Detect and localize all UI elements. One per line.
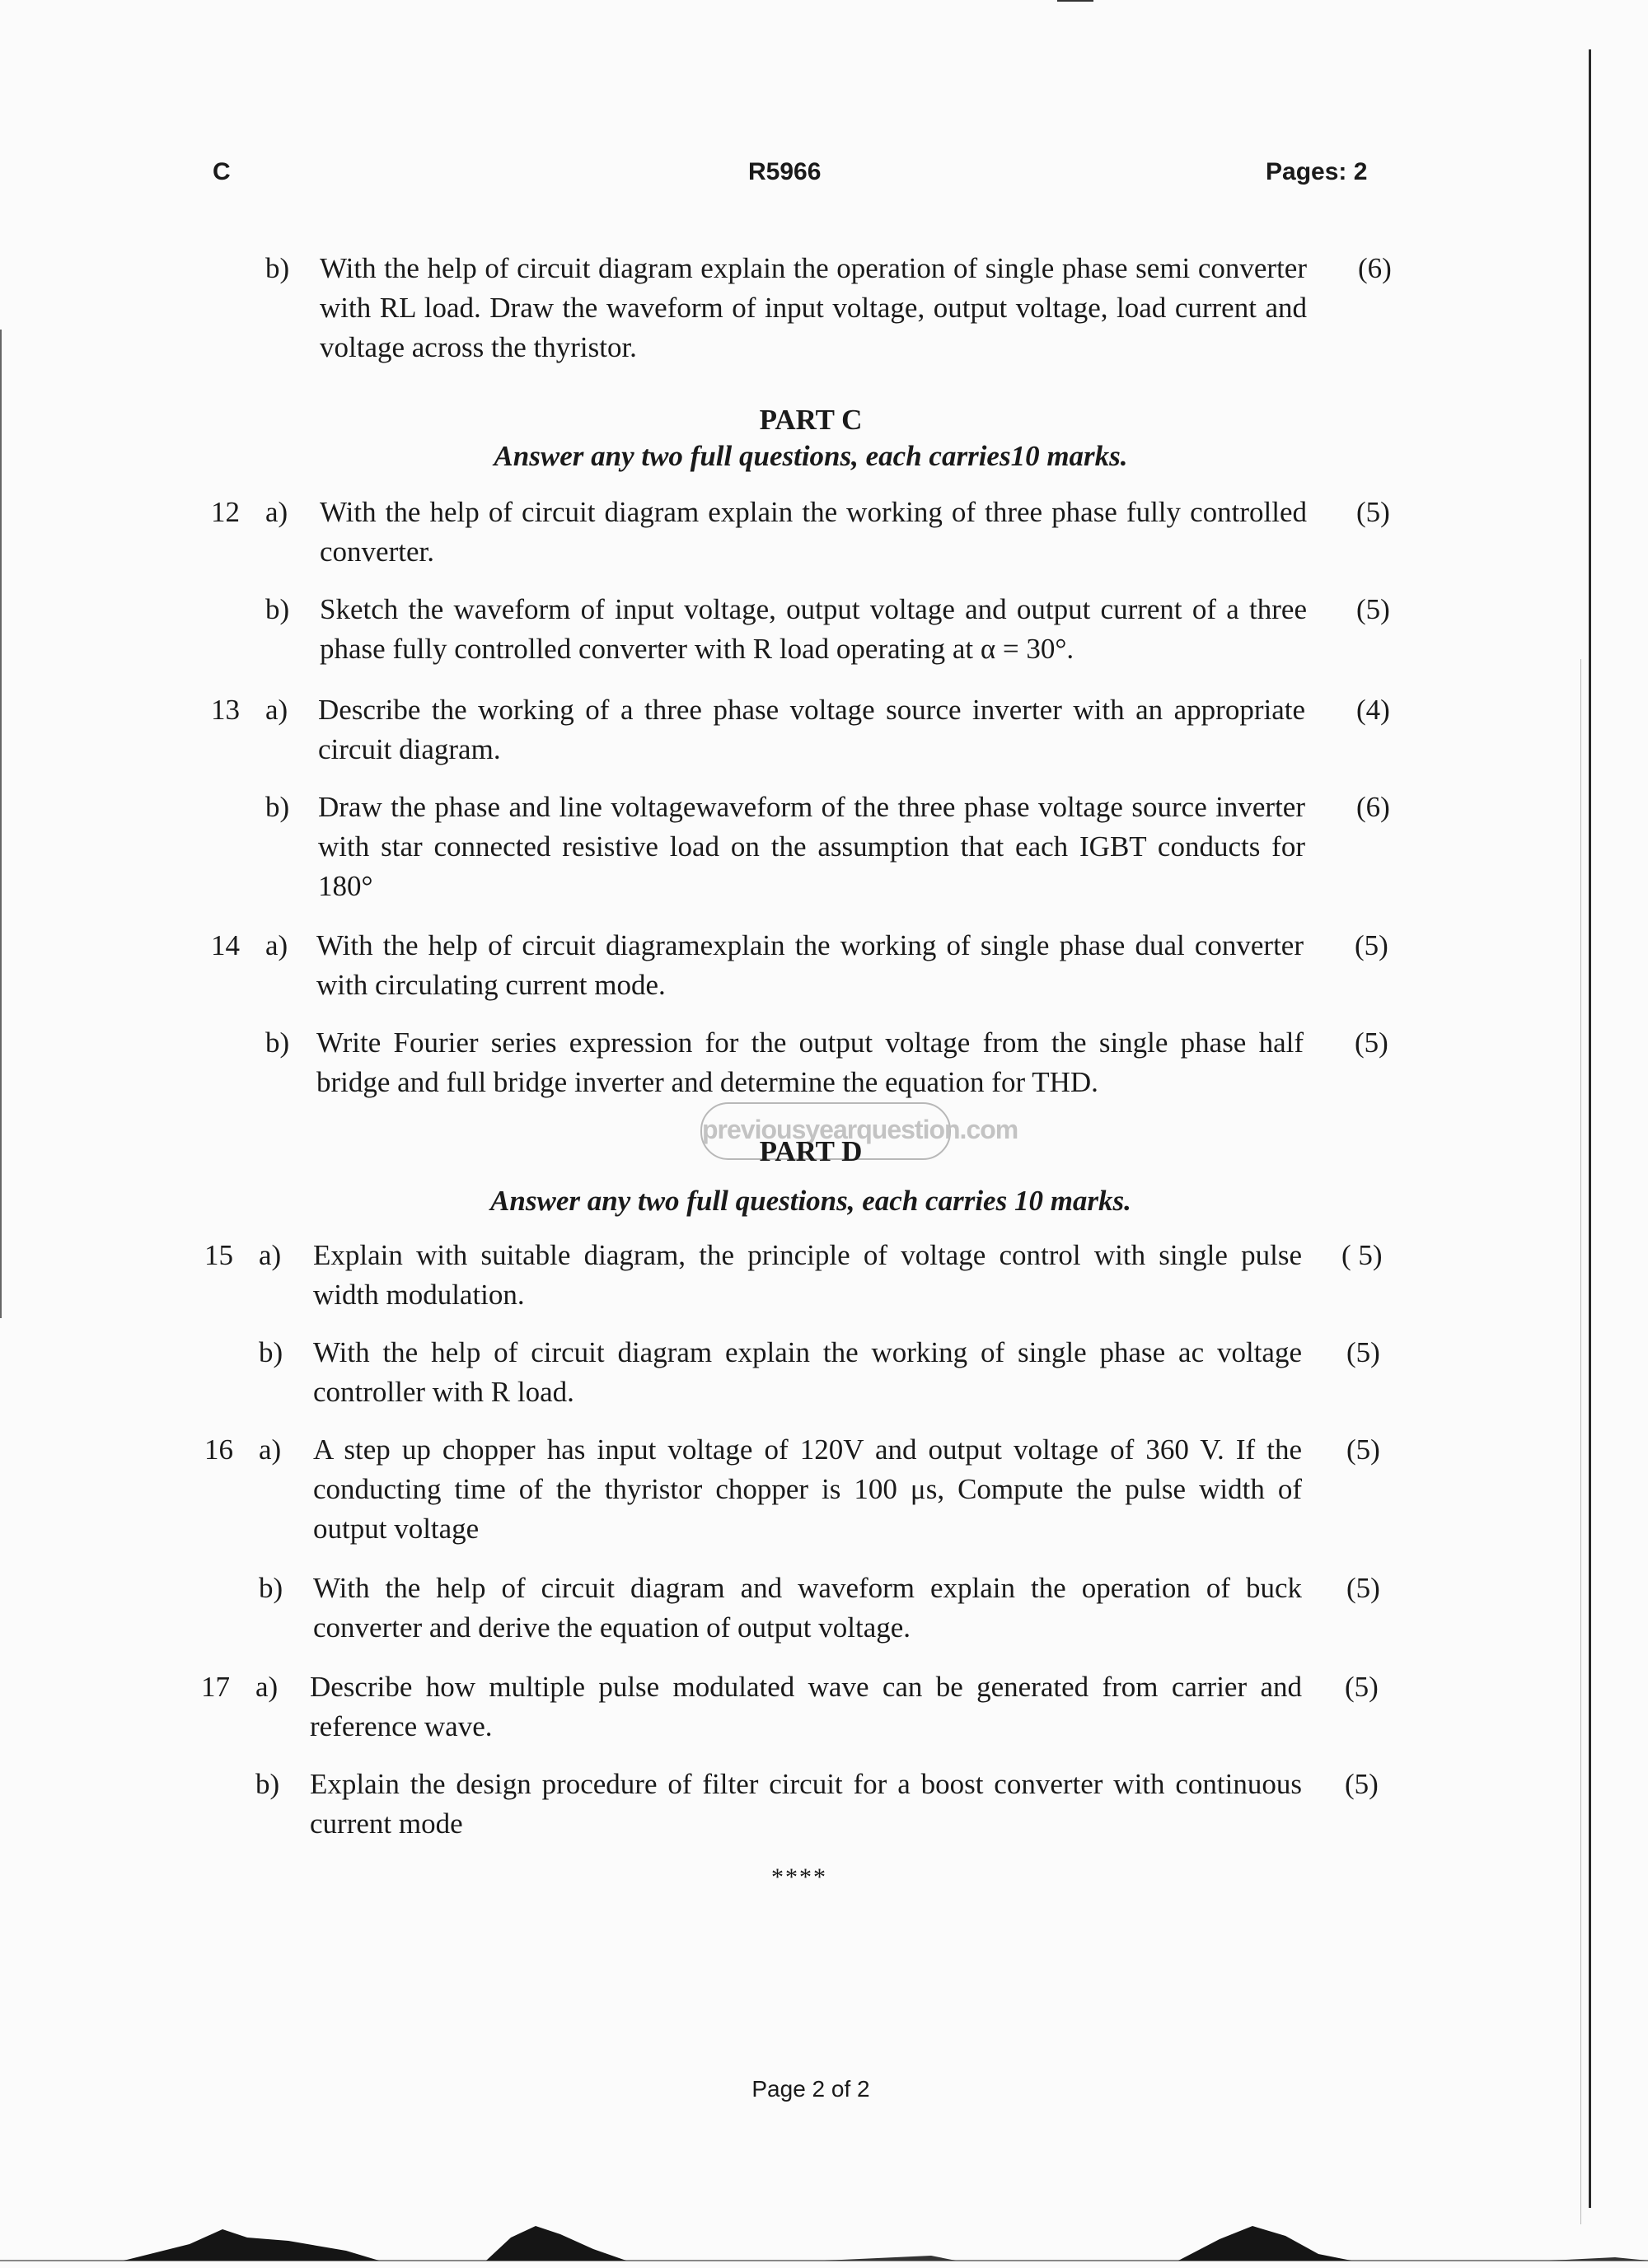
question-number: 15 xyxy=(204,1239,233,1271)
question-sub: a) xyxy=(265,694,288,726)
prev-question-sub: b) xyxy=(265,252,290,284)
question-number: 12 xyxy=(211,496,240,528)
question-text: With the help of circuit diagramexplain the working of single phase dual converter with circulating current mode. xyxy=(316,929,1304,1001)
question-marks: (5) xyxy=(1356,496,1390,528)
question-text: Write Fourier series expression for the output voltage from the single phase half bridge and full bridge inverter and determine the equation for THD. xyxy=(316,1026,1304,1098)
question-number: 16 xyxy=(204,1433,233,1466)
header-series: C xyxy=(213,158,231,185)
question-text: Draw the phase and line voltagewaveform of the three phase voltage source inverter with star connected resistive load on the assumption that each IGBT conducts for 180° xyxy=(318,791,1305,902)
question-text: Sketch the waveform of input voltage, output voltage and output current of a three phase fully controlled converter with R load operating at α = 30°. xyxy=(320,593,1307,665)
part-c-instruction: Answer any two full questions, each carries10 marks. xyxy=(494,440,1128,472)
question-sub: b) xyxy=(265,791,290,823)
question-text: Describe the working of a three phase voltage source inverter with an appropriate circuit diagram. xyxy=(318,694,1305,765)
question-sub: b) xyxy=(255,1768,280,1800)
question-sub: b) xyxy=(259,1572,283,1604)
question-marks: (4) xyxy=(1356,694,1390,726)
question-sub: a) xyxy=(255,1671,279,1703)
header-code: R5966 xyxy=(748,158,822,185)
question-marks: (5) xyxy=(1356,593,1390,625)
scan-edge-right-faint xyxy=(1580,659,1581,2224)
question-marks: (5) xyxy=(1346,1433,1380,1466)
page-footer: Page 2 of 2 xyxy=(751,2076,870,2102)
question-marks: (5) xyxy=(1346,1572,1380,1604)
question-text: A step up chopper has input voltage of 120V and output voltage of 360 V. If the conducting time of the thyristor chopper is 100 μs, Compute the pulse width of output voltage xyxy=(313,1433,1302,1545)
question-marks: (5) xyxy=(1345,1768,1379,1800)
question-text: Explain the design procedure of filter circuit for a boost converter with continuous current mode xyxy=(310,1768,1302,1840)
question-sub: b) xyxy=(265,1026,290,1059)
question-text: Describe how multiple pulse modulated wave can be generated from carrier and reference wave. xyxy=(310,1671,1302,1742)
question-marks: (5) xyxy=(1346,1336,1380,1368)
watermark-stamp: previousyearquestion.com xyxy=(700,1102,951,1160)
question-sub: b) xyxy=(259,1336,283,1368)
part-c-title: PART C xyxy=(759,404,863,436)
prev-question-text: With the help of circuit diagram explain the operation of single phase semi converter with RL load. Draw the waveform of input voltage, output voltage, load current and voltage across the thyristor. xyxy=(320,252,1307,363)
header-pages: Pages: 2 xyxy=(1266,158,1368,185)
question-sub: a) xyxy=(265,496,288,528)
question-number: 14 xyxy=(211,929,240,961)
question-marks: (6) xyxy=(1356,791,1390,823)
question-marks: (5) xyxy=(1355,1026,1388,1059)
question-sub: b) xyxy=(265,593,290,625)
part-d-instruction: Answer any two full questions, each carries 10 marks. xyxy=(490,1185,1131,1217)
question-text: With the help of circuit diagram and waveform explain the operation of buck converter and derive the equation of output voltage. xyxy=(313,1572,1302,1644)
prev-question-marks: (6) xyxy=(1358,252,1392,284)
question-sub: a) xyxy=(259,1433,282,1466)
question-text: Explain with suitable diagram, the principle of voltage control with single pulse width modulation. xyxy=(313,1239,1302,1311)
question-sub: a) xyxy=(259,1239,282,1271)
question-sub: a) xyxy=(265,929,288,961)
scan-artifacts-bottom xyxy=(0,2175,1648,2268)
question-marks: (5) xyxy=(1355,929,1388,961)
question-number: 17 xyxy=(201,1671,230,1703)
part-d-title: PART D xyxy=(759,1135,863,1167)
question-marks: ( 5) xyxy=(1341,1239,1383,1271)
end-mark: **** xyxy=(771,1864,827,1891)
scan-edge-left xyxy=(0,330,2,1318)
question-number: 13 xyxy=(211,694,240,726)
question-text: With the help of circuit diagram explain the working of three phase fully controlled converter. xyxy=(320,496,1307,568)
top-rule xyxy=(1057,0,1093,2)
question-text: With the help of circuit diagram explain the working of single phase ac voltage controller with R load. xyxy=(313,1336,1302,1408)
question-marks: (5) xyxy=(1345,1671,1379,1703)
